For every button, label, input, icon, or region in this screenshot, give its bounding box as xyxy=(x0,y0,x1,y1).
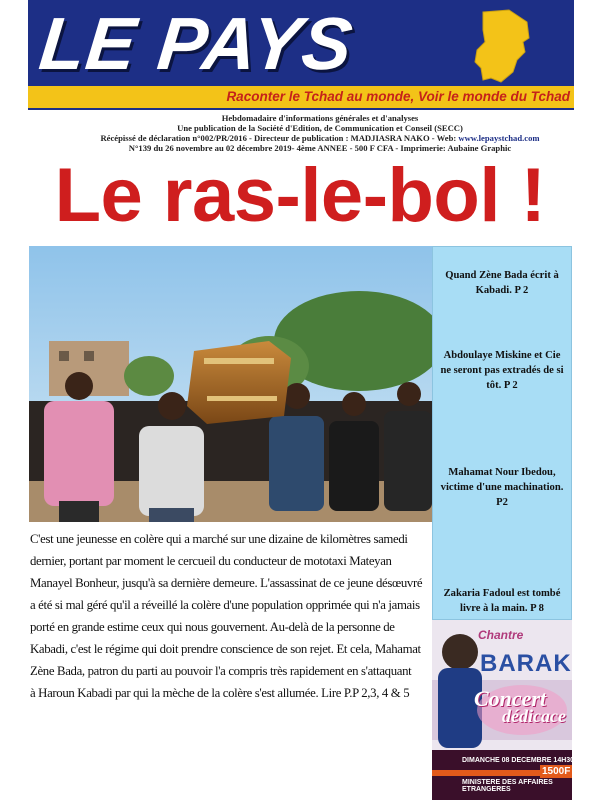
publication-info-line xyxy=(70,133,570,143)
article-line: C'est une jeunesse en colère qui a marché sur une dizaine de kilomètres samedi xyxy=(30,532,408,546)
newspaper-logo: LE PAYS xyxy=(35,2,358,85)
teaser-sidebar xyxy=(432,246,572,620)
chad-map-icon xyxy=(465,8,535,86)
ad-subtitle: dédicace xyxy=(502,706,566,726)
article-line: Zène Bada, patron du parti au pouvoir l'a compris très rapidement en s'attaquant xyxy=(30,664,412,678)
article-line: porté en grande estime ceux qui nous gouvernent. Au-delà de la personne de xyxy=(30,620,395,634)
slogan: Raconter le Tchad au monde, Voir le monde du Tchad xyxy=(226,89,570,104)
article-line: à Haroun Kabadi par qui la mèche de la colère s'est allumée. Lire P.P 2,3, 4 & 5 xyxy=(30,686,410,700)
ad-price-badge: 1500F xyxy=(542,766,571,777)
headline: Le ras-le-bol ! xyxy=(54,153,546,238)
teaser-item[interactable]: Abdoulaye Miskine et Cie ne seront pas extradés de si tôt. P 2 xyxy=(440,350,564,391)
teaser-item[interactable]: Quand Zène Bada écrit à Kabadi. P 2 xyxy=(445,270,559,296)
lead-article xyxy=(30,528,430,704)
article-line: a été si mal géré qu'il a réveillé la colère d'une population opprimée qui n'a jamais xyxy=(30,598,420,612)
ad-date: DIMANCHE 08 DECEMBRE 14H30 xyxy=(462,757,575,764)
ad-artist-name: BARAK xyxy=(480,650,572,677)
publication-declaration: Récépissé de déclaration n°002/PR/2016 - Directeur de publication : MADJIASRA NAKO - Web: xyxy=(100,133,457,143)
teaser-item[interactable]: Zakaria Fadoul est tombé livre à la main. P 8 xyxy=(443,588,561,614)
article-line: Manayel Bonheur, jusqu'à sa dernière demeure. L'assassinat de ce jeune désœuvré xyxy=(30,576,423,590)
issue-info-line: N°139 du 26 novembre au 02 décembre 2019- 4ème ANNEE - 500 F CFA - Imprimerie: Aubaine Graphic xyxy=(128,143,512,153)
article-line: Kabadi, c'est le régime qui doit prendre conscience de son rejet. Et cela, Mahamat xyxy=(30,642,421,656)
ad-title: Chantre xyxy=(478,628,524,642)
publication-info-line: Une publication de la Société d'Edition, de Communication et Conseil (SECC) xyxy=(177,123,463,133)
ad-subtitle: Concert xyxy=(474,686,547,711)
article-line: dernier, portant par moment le cercueil du conducteur de mototaxi Mateyan xyxy=(30,554,392,568)
ad-venue: MINISTERE DES AFFAIRES ETRANGERES xyxy=(462,779,553,793)
teaser-item[interactable]: Mahamat Nour Ibedou, victime d'une machination. P2 xyxy=(440,467,564,508)
website-link[interactable]: www.lepaystchad.com xyxy=(458,133,540,143)
funeral-march-photo xyxy=(29,246,432,522)
publication-info-line: Hebdomadaire d'informations générales et d'analyses xyxy=(221,113,419,123)
